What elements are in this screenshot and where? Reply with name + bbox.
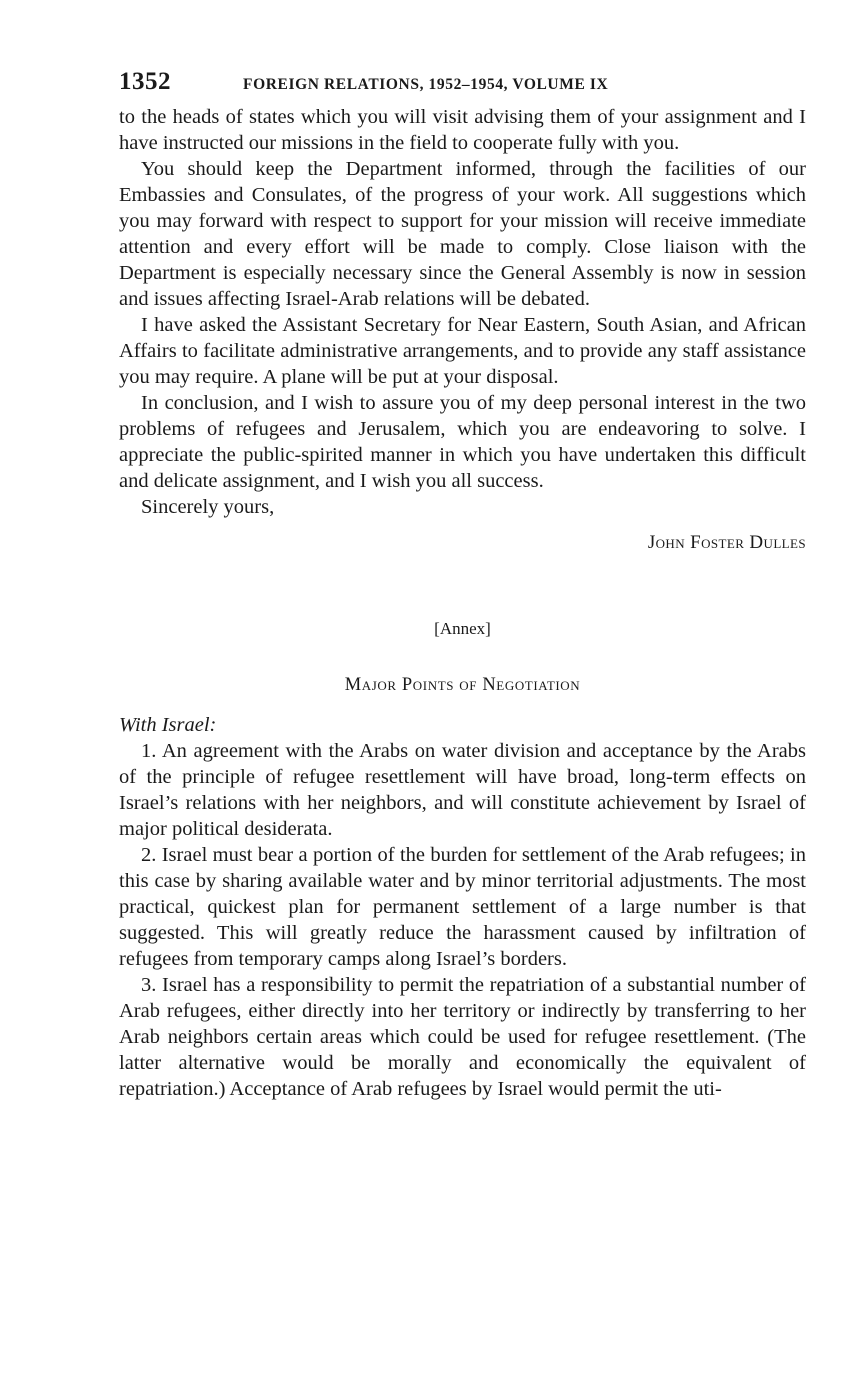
letter-body bbox=[119, 104, 806, 494]
document-page bbox=[119, 68, 806, 1102]
running-head bbox=[119, 68, 806, 104]
section-heading: With Israel: bbox=[119, 714, 217, 736]
letter-paragraph: I have asked the Assistant Secretary for Near Eastern, South Asian, and African Affairs to facilitate administrative arrangements, and to provide any staff assistance you may require. A plane will be put at your disposal. bbox=[119, 314, 806, 388]
page-number: 1352 bbox=[119, 68, 171, 95]
annex-point: 1. An agreement with the Arabs on water division and acceptance by the Arabs of the principle of refugee resettlement will have broad, long-term effects on Israel’s relations with her neighbors, and will constitute achievement by Israel of major political desiderata. bbox=[119, 740, 806, 840]
annex-points bbox=[119, 738, 806, 1102]
signature: John Foster Dulles bbox=[647, 532, 806, 553]
letter-paragraph: In conclusion, and I wish to assure you of my deep personal interest in the two problems of refugees and Jerusalem, which you are endeavoring to solve. I appreciate the public-spirited manner in which you have undertaken this difficult and delicate assignment, and I wish you all success. bbox=[119, 392, 806, 492]
annex-point: 2. Israel must bear a portion of the burden for settlement of the Arab refugees; in this case by sharing available water and by minor territorial adjustments. The most practical, quickest plan for permanent settlement of a large number is that suggested. This will greatly reduce the harassment caused by infiltration of refugees from temporary camps along Israel’s borders. bbox=[119, 844, 806, 970]
letter-paragraph-continued: to the heads of states which you will visit advising them of your assignment and I have instructed our missions in the field to cooperate fully with you. bbox=[119, 106, 806, 154]
annex-label: [Annex] bbox=[434, 619, 491, 638]
running-head-title: FOREIGN RELATIONS, 1952–1954, VOLUME IX bbox=[243, 76, 609, 93]
letter-closing: Sincerely yours, bbox=[141, 496, 275, 518]
annex-title: Major Points of Negotiation bbox=[344, 675, 581, 695]
annex-point: 3. Israel has a responsibility to permit the repatriation of a substantial number of Arab refugees, either directly into her territory or indirectly by transferring to her Arab neighbors certain areas which could be used for refugee resettlement. (The latter alternative would be morally and economically the equivalent of repatriation.) Acceptance of Arab refugees by Israel would permit the uti- bbox=[119, 974, 806, 1100]
letter-paragraph: You should keep the Department informed, through the facilities of our Embassies and Consulates, of the progress of your work. All suggestions which you may forward with respect to support for your mission will receive immediate attention and every effort will be made to comply. Close liaison with the Department is especially necessary since the General Assembly is now in session and issues affecting Israel-Arab relations will be debated. bbox=[119, 158, 806, 310]
